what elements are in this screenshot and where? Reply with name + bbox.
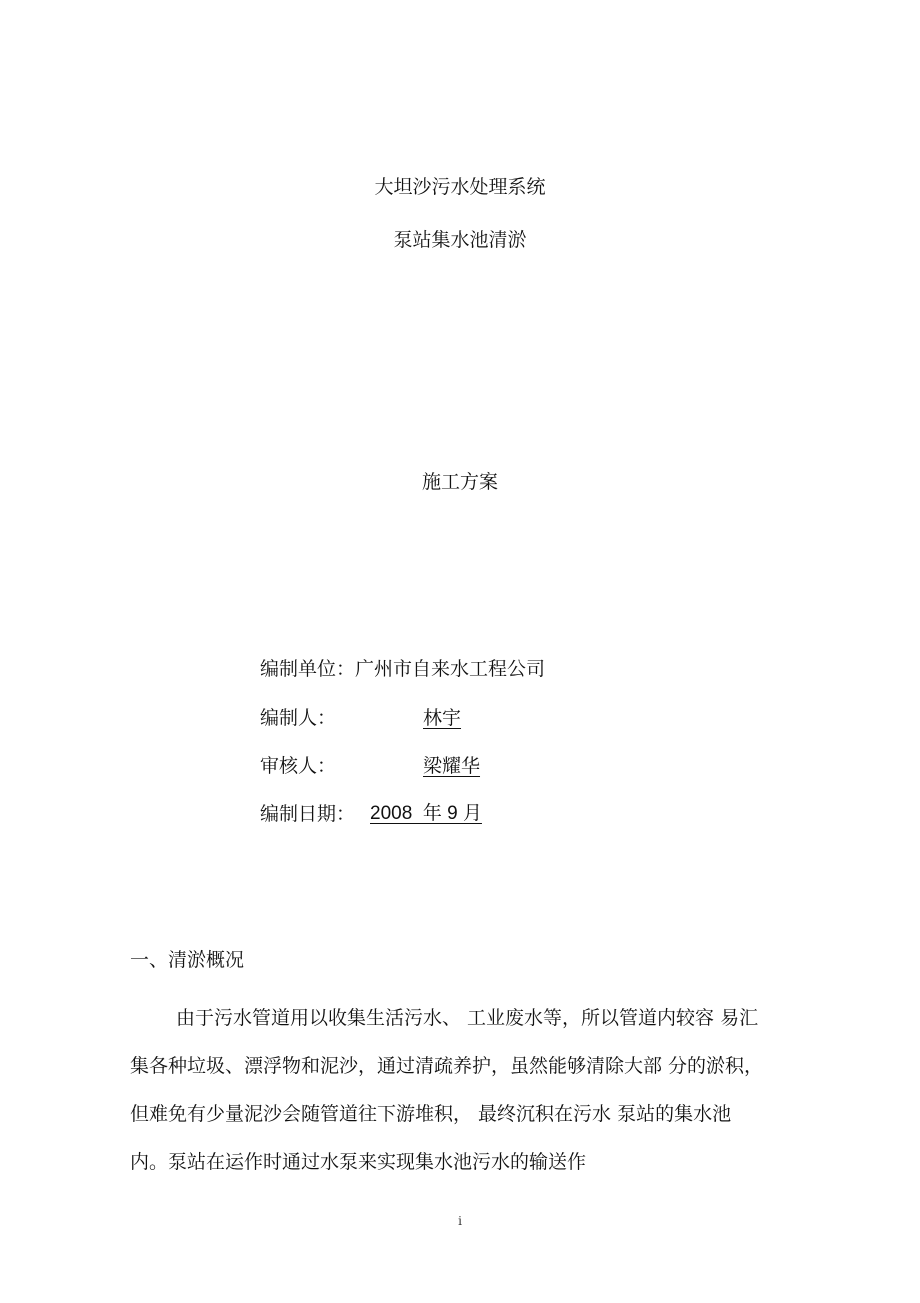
meta-date-row	[260, 802, 482, 826]
body-line: 内。泵站在运作时通过水泵来实现集水池污水的输送作	[130, 1151, 587, 1173]
title-plan: 施工方案	[421, 471, 498, 493]
meta-unit-value: 广州市自来水工程公司	[355, 658, 546, 680]
page-number: i	[458, 1214, 462, 1228]
title-system: 大坦沙污水处理系统	[374, 176, 546, 198]
section-heading: 一、清淤概况	[130, 949, 245, 971]
meta-reviewer-label: 审核人：	[260, 755, 337, 777]
meta-reviewer-row	[260, 754, 481, 778]
meta-date-value: 2008 年 9 月	[370, 803, 482, 824]
body-line: 但难免有少量泥沙会随管道往下游堆积， 最终沉积在污水 泵站的集水池	[130, 1103, 732, 1125]
section-body	[130, 994, 790, 1186]
meta-unit-label: 编制单位：	[260, 658, 356, 680]
body-line: 集各种垃圾、漂浮物和泥沙，通过清疏养护，虽然能够清除大部 分的淤积，	[130, 1055, 764, 1077]
meta-date-label: 编制日期：	[260, 803, 356, 825]
meta-unit-row	[260, 657, 545, 681]
meta-author-label: 编制人：	[260, 707, 337, 729]
title-project: 泵站集水池清淤	[393, 229, 527, 251]
body-line: 由于污水管道用以收集生活污水、 工业废水等，所以管道内较容 易汇	[176, 1007, 759, 1029]
meta-author-row	[260, 706, 462, 730]
meta-author-value: 林宇	[423, 707, 462, 729]
meta-reviewer-value: 梁耀华	[423, 755, 481, 777]
